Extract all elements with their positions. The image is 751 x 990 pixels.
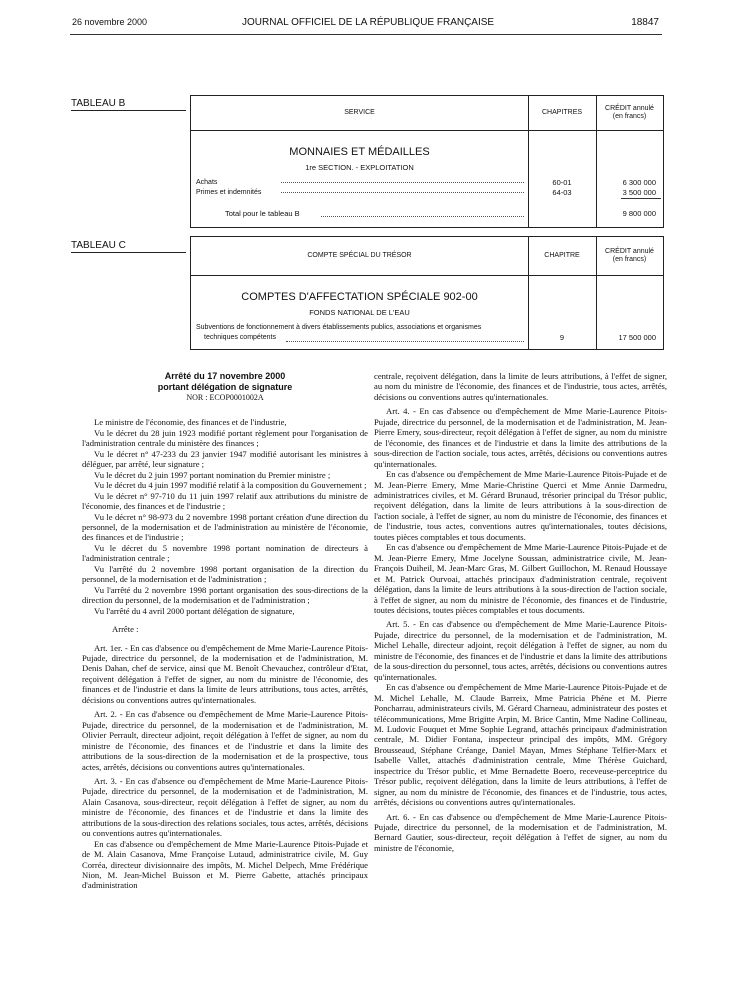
- col-chapitre: CHAPITRE: [544, 252, 580, 259]
- credit-cell: 3 500 000: [622, 188, 656, 197]
- header-date: 26 novembre 2000: [72, 17, 148, 27]
- page-header: [0, 17, 751, 33]
- paragraph: En cas d'absence ou d'empêchement de Mme Marie-Laurence Pitois-Pujade et de M. Alain Casanova, Mme Françoise Lutaud, administratrice civile, M. Guy Corréa, directeur divisionnaire des impôts, M. Michel Delpech, Mme Frédérique Nion, M. Jean-Michel Buisson et M. Pierre Gabette, attachés principaux d'administration: [82, 838, 368, 891]
- paragraph: Vu l'arrêté du 2 novembre 1998 portant organisation des sous-directions de la direction du personnel, de la modernisation et de l'administration ;: [82, 584, 368, 606]
- tableau-c-row-label: [196, 323, 526, 343]
- paragraph: Vu le décret du 28 juin 1923 modifié portant règlement pour l'organisation de l'administration centrale du ministère des finances ;: [82, 427, 368, 449]
- tableau-b: [190, 95, 664, 228]
- tableau-b-title: MONNAIES ET MÉDAILLES: [289, 146, 430, 158]
- col-chapitres: CHAPITRES: [541, 109, 583, 116]
- chapitre-cell: 60-01: [552, 178, 572, 187]
- col-service: SERVICE: [344, 109, 375, 116]
- col-compte: COMPTE SPÉCIAL DU TRÉSOR: [307, 252, 412, 259]
- tableau-b-total-value: 9 800 000: [622, 209, 656, 218]
- article-1: Art. 1er. - En cas d'absence ou d'empêchement de Mme Marie-Laurence Pitois-Pujade, directrice du personnel, de la modernisation et de l'administration, M. Denis Dahan, chef de service, ainsi que M. Benoît Chevauchez, contrôleur d'Etat, reçoivent délégation à l'effet de signer, au nom du ministre de l'économie, des finances et de l'industrie et dans la limite de leurs attributions, tous actes, arrêtés, décisions ou conventions autres qu'internationales.: [82, 642, 368, 705]
- tableau-b-label: TABLEAU B: [71, 98, 186, 111]
- article-5: Art. 5. - En cas d'absence ou d'empêchement de Mme Marie-Laurence Pitois-Pujade, directrice du personnel, de la modernisation et de l'administration, M. Michel Lehalle, directeur adjoint, reçoit délégation à l'effet de signer, au nom du ministre de l'économie, des finances et de l'industrie et dans la limite des attributions de la sous-direction du personnel, tous actes, arrêtés, décisions ou conventions autres qu'internationales.: [374, 619, 667, 682]
- paragraph: Vu le décret du 5 novembre 1998 portant nomination de directeurs à l'administration centrale ;: [82, 542, 368, 564]
- tableau-b-row-labels: [196, 178, 261, 198]
- paragraph: Vu le décret du 4 juin 1997 modifié relatif à la composition du Gouvernement ;: [94, 480, 367, 491]
- arrete-keyword: Arrête :: [112, 624, 139, 635]
- paragraph: Vu le décret n° 97-710 du 11 juin 1997 relatif aux attributions du ministre de l'économie, des finances et de l'industrie ;: [82, 490, 368, 512]
- row-label-line-2: techniques compétents: [204, 334, 276, 341]
- paragraph: centrale, reçoivent délégation, dans la limite de leurs attributions, à l'effet de signer, au nom du ministre de l'économie, des finances et de l'industrie, tous actes, arrêtés, décisions ou conventions autres qu'internationales.: [374, 371, 667, 402]
- paragraph: En cas d'absence ou d'empêchement de Mme Marie-Laurence Pitois-Pujade et de M. Jean-Pierre Emery, Mme Marie-Christine Querci et Mme Annie Darmedru, administratrices civiles, et M. Gérard Brunaud, trésorier principal du Trésor public, reçoivent délégation, dans la limite de leurs attributions à la sous-direction de l'action sociale, à l'effet de signer, au nom du ministre de l'économie, des finances et de l'industrie, tous actes, conventions autres qu'internationales, toutes décisions, toutes pièces comptables et tous documents.: [374, 469, 667, 542]
- right-column: [374, 371, 667, 853]
- tableau-c: [190, 236, 664, 350]
- row-label: Primes et indemnités: [196, 189, 262, 196]
- header-page-number: 18847: [631, 17, 659, 28]
- credit-cell: 6 300 000: [622, 178, 656, 187]
- col-credit: CRÉDIT annulé (en francs): [605, 248, 654, 263]
- paragraph: En cas d'absence ou d'empêchement de Mme Marie-Laurence Pitois-Pujade et de M. Jean-Pierre Emery, Mme Jocelyne Soussan, administratrice civile, M. Jean-François Duiheil, M. Jean-Marc Gras, M. Gilbert Guillochon, M. Renaud Houssaye et M. Patrick Ourvoai, attachés principaux d'administration centrale, reçoivent délégation, dans la limite de leurs attributions à la sous-direction de l'action sociale, à l'effet de signer, au nom du ministre de l'économie, des finances et de l'industrie, toutes décisions, toutes pièces comptables et tous documents.: [374, 542, 667, 615]
- arrete-title-1: Arrêté du 17 novembre 2000: [164, 371, 286, 381]
- chapitre-cell: 64-03: [552, 188, 572, 197]
- tableau-c-title: COMPTES D'AFFECTATION SPÉCIALE 902-00: [241, 291, 478, 303]
- paragraph: Vu l'arrêté du 4 avril 2000 portant délégation de signature,: [94, 605, 295, 616]
- paragraph: Vu l'arrêté du 2 novembre 1998 portant organisation de la direction du personnel, de la modernisation et de l'administration ;: [82, 563, 368, 585]
- tableau-c-label: TABLEAU C: [71, 240, 186, 253]
- header-rule: [70, 34, 662, 35]
- article-3: Art. 3. - En cas d'absence ou d'empêchement de Mme Marie-Laurence Pitois-Pujade, directrice du personnel, de la modernisation et de l'administration, M. Alain Casanova, sous-directeur, reçoit délégation à l'effet de signer, au nom du ministre de l'économie, des finances et de l'industrie et dans la limite des attributions de la sous-direction des relations sociales, tous actes, arrêtés, décisions ou conventions autres qu'internationales.: [82, 775, 368, 839]
- row-label-line-1: Subventions de fonctionnement à divers établissements publics, associations et organismes: [196, 324, 482, 331]
- arrete-title-2: portant délégation de signature: [157, 382, 293, 392]
- left-column: [82, 371, 368, 891]
- article-6: Art. 6. - En cas d'absence ou d'empêchement de Mme Marie-Laurence Pitois-Pujade, directrice du personnel, de la modernisation et de l'administration, M. Bernard Gautier, sous-directeur, reçoit délégation à l'effet de signer, au nom du ministre de l'économie,: [374, 811, 667, 853]
- paragraph: Le ministre de l'économie, des finances et de l'industrie,: [94, 417, 287, 428]
- paragraph: Vu le décret n° 47-233 du 23 janvier 1947 modifié autorisant les ministres à déléguer, par arrêté, leur signature ;: [82, 448, 368, 470]
- col-credit: CRÉDIT annulé (en francs): [605, 105, 654, 120]
- arrete-nor: NOR : ECOP0001002A: [186, 393, 264, 402]
- tableau-c-chapitre: 9: [559, 333, 565, 342]
- row-label: Achats: [196, 179, 218, 186]
- tableau-c-header: [191, 237, 663, 276]
- tableau-b-chapitres: [528, 178, 596, 198]
- article-2: Art. 2. - En cas d'absence ou d'empêchement de Mme Marie-Laurence Pitois-Pujade, directrice du personnel, de la modernisation et de l'administration, M. Olivier Perrault, directeur adjoint, reçoit délégation à l'effet de signer, au nom du ministre de l'économie, des finances et de l'industrie et dans la limite des attributions de la sous-direction de la modernisation et de la prospective, tous actes, arrêtés, décisions ou conventions autres qu'internationales.: [82, 709, 368, 772]
- paragraph: Vu le décret n° 98-973 du 2 novembre 1998 portant création d'une direction du personnel, de la modernisation et de l'administration au ministère de l'économie, des finances et de l'industrie ;: [82, 511, 368, 543]
- header-journal-title: JOURNAL OFFICIEL DE LA RÉPUBLIQUE FRANÇAISE: [242, 17, 495, 28]
- tableau-b-subtitle: 1re SECTION. - EXPLOITATION: [305, 163, 414, 172]
- paragraph: En cas d'absence ou d'empêchement de Mme Marie-Laurence Pitois-Pujade et de M. Michel Lehalle, M. Claude Barreix, Mme Patricia Phéne et M. Pierre Poncharrau, administrateurs civils, M. Gérard Charneau, administrateur des postes et télécommunications, Mme Brigitte Arpin, M. Brice Cantin, Mme Nadine Collineau, M. Ludovic Fouquet et Mme Sophie Legrand, attachés principaux d'administration centrale, M. Didier Fontana, inspecteur principal des impôts, MM. Grégory Brousseaud, Stéphane Créange, Daniel Mayan, Mmes Stéphane Telfier-Marx et Isabelle Vallet, attachés d'administration centrale, Mme Thérèse Guichard, inspectrice du Trésor public, et Mme Bernadette Boero, receveuse-perceptrice du Trésor public, reçoivent délégation, dans la limite de leurs attributions, à l'effet de signer, au nom du ministre de l'économie, des finances et de l'industrie, tous actes, arrêtés, décisions ou conventions autres qu'internationales.: [374, 682, 667, 808]
- tableau-b-total-label: Total pour le tableau B: [225, 209, 300, 218]
- tableau-c-value: 17 500 000: [618, 333, 656, 342]
- tableau-c-subtitle: FONDS NATIONAL DE L'EAU: [309, 308, 410, 317]
- tableau-b-values: [596, 178, 656, 198]
- paragraph: Vu le décret du 2 juin 1997 portant nomination du Premier ministre ;: [94, 469, 331, 480]
- article-4: Art. 4. - En cas d'absence ou d'empêchement de Mme Marie-Laurence Pitois-Pujade, directrice du personnel, de la modernisation et de l'administration, M. Jean-Pierre Emery, sous-directeur, reçoit délégation à l'effet de signer, au nom du ministre de l'économie, des finances et de l'industrie et dans la limite des attributions de la sous-direction de l'action sociale, tous actes, arrêtés, décisions ou conventions autres qu'internationales.: [374, 406, 667, 469]
- tableau-b-header: [191, 96, 663, 131]
